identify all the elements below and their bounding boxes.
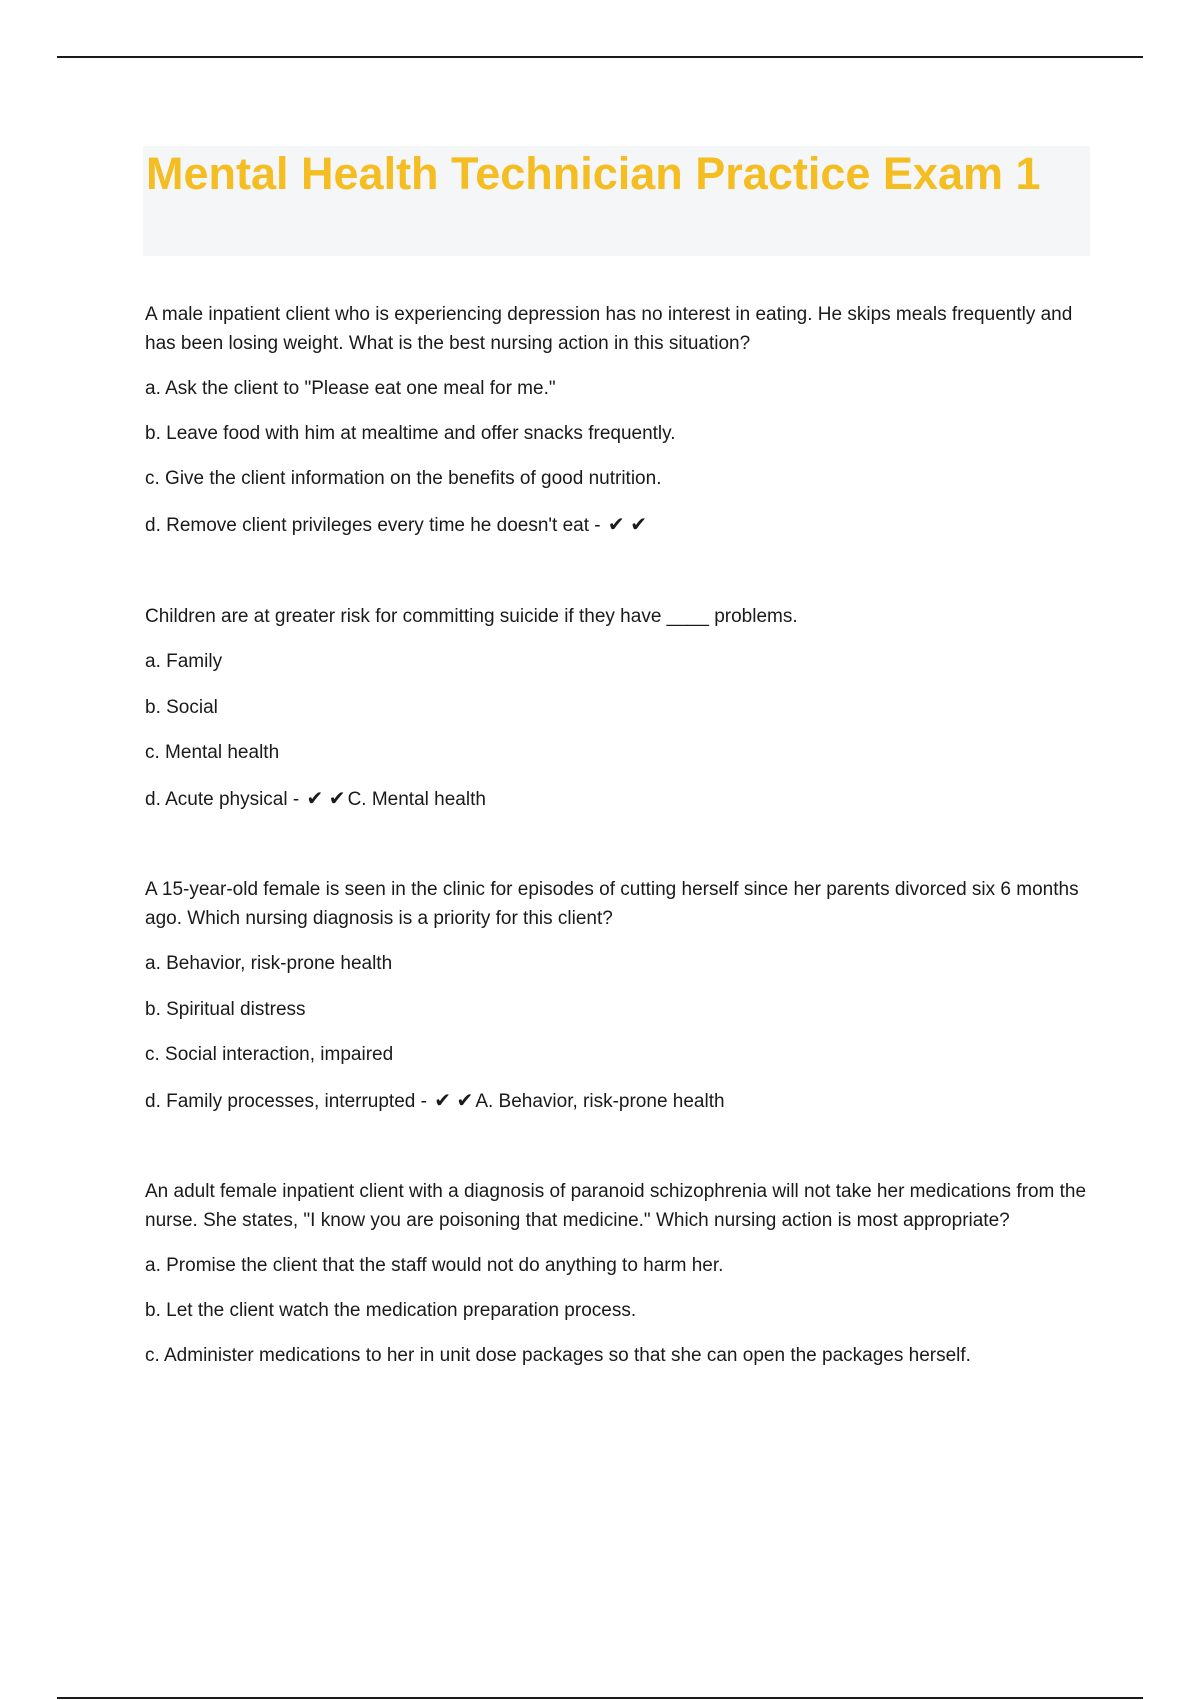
option-c: c. Give the client information on the benefits of good nutrition. <box>145 468 662 489</box>
option-b: b. Let the client watch the medication preparation process. <box>145 1300 637 1321</box>
question-block-4 <box>145 1177 1095 1370</box>
question-text: A 15-year-old female is seen in the clinic for episodes of cutting herself since her parents divorced six 6 months ago. Which nursing diagnosis is a priority for this client? <box>145 879 1079 929</box>
question-text: An adult female inpatient client with a diagnosis of paranoid schizophrenia will not take her medications from the nurse. She states, "I know you are poisoning that medicine." Which nursing action is most appropriate? <box>145 1181 1087 1231</box>
exam-content <box>145 300 1095 1370</box>
check-marks-icon: ✔ ✔ <box>306 788 346 810</box>
option-c: c. Administer medications to her in unit dose packages so that she can open the packages herself. <box>145 1345 971 1366</box>
option-b: b. Social <box>145 697 218 718</box>
option-d-label: d. Family processes, interrupted - <box>145 1091 427 1112</box>
option-d-label: d. Acute physical - <box>145 789 300 810</box>
option-a: a. Ask the client to "Please eat one meal for me." <box>145 378 556 399</box>
option-d <box>145 785 1095 814</box>
header-rule <box>57 56 1143 58</box>
footer-rule <box>57 1697 1143 1699</box>
question-text: Children are at greater risk for committing suicide if they have ____ problems. <box>145 606 798 627</box>
correct-answer: C. Mental health <box>347 789 486 810</box>
option-b: b. Leave food with him at mealtime and offer snacks frequently. <box>145 423 676 444</box>
question-block-3 <box>145 875 1095 1116</box>
option-a: a. Family <box>145 651 223 672</box>
title-banner <box>143 146 1090 256</box>
question-block-1 <box>145 300 1095 540</box>
check-marks-icon: ✔ ✔ <box>434 1090 474 1112</box>
page-title: Mental Health Technician Practice Exam 1 <box>146 148 1041 199</box>
option-d <box>145 511 1095 540</box>
question-block-2 <box>145 602 1095 814</box>
option-d-label: d. Remove client privileges every time he doesn't eat - <box>145 515 601 536</box>
check-marks-icon: ✔ ✔ <box>607 514 647 536</box>
option-c: c. Social interaction, impaired <box>145 1044 394 1065</box>
correct-answer: A. Behavior, risk-prone health <box>475 1091 725 1112</box>
option-a: a. Behavior, risk-prone health <box>145 953 393 974</box>
option-c: c. Mental health <box>145 742 280 763</box>
option-a: a. Promise the client that the staff would not do anything to harm her. <box>145 1255 724 1276</box>
question-text: A male inpatient client who is experiencing depression has no interest in eating. He skips meals frequently and has been losing weight. What is the best nursing action in this situation? <box>145 304 1073 354</box>
option-b: b. Spiritual distress <box>145 999 306 1020</box>
option-d <box>145 1087 1095 1116</box>
